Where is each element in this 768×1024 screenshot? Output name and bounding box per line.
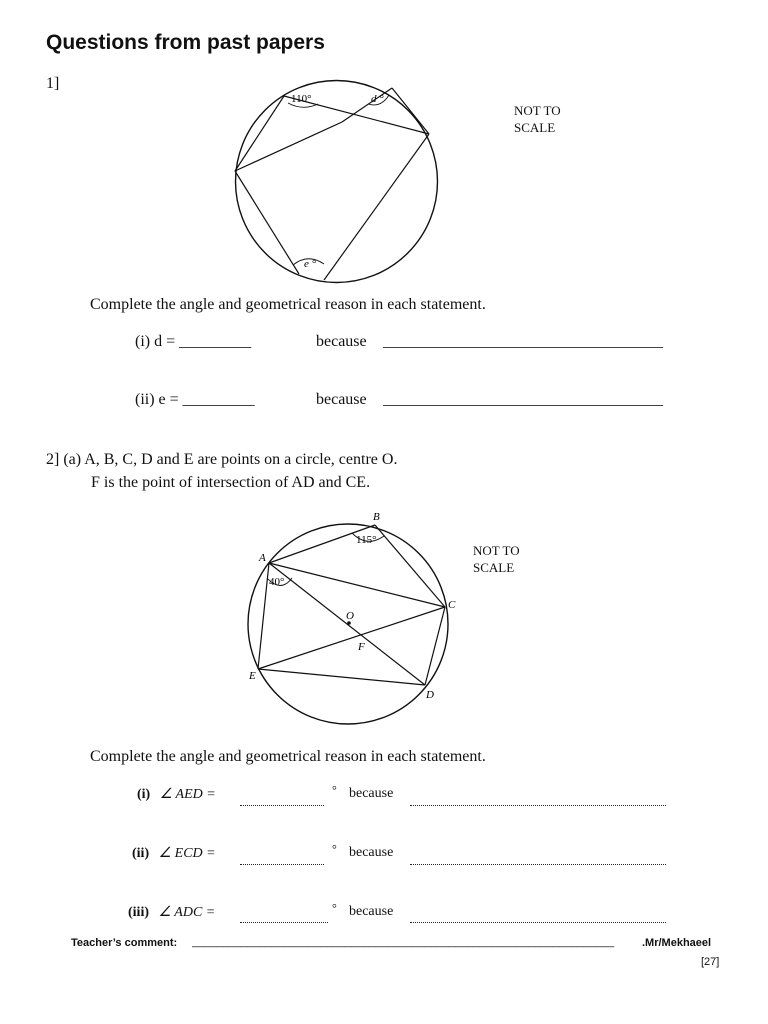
- q2-item-ii: [132, 845, 216, 862]
- q2-point-O: O: [346, 610, 354, 622]
- question-1-number: 1]: [46, 75, 60, 92]
- q2-item-i-angle-field[interactable]: [240, 794, 324, 806]
- q1-answer-e[interactable]: (ii) e = _________: [135, 391, 255, 408]
- q1-because-label-2: because: [316, 391, 367, 408]
- q2-point-A: A: [259, 552, 266, 564]
- q1-answer-d[interactable]: (i) d = _________: [135, 333, 252, 350]
- q1-reason-field-1[interactable]: ___________________________________: [383, 333, 663, 350]
- q2-item-i-because: because: [349, 786, 394, 801]
- q2-note-line2: SCALE: [473, 560, 515, 575]
- q1-angle-d-label: d °: [371, 93, 384, 105]
- q2-item-ii-number: (ii): [132, 846, 150, 861]
- q2-item-i-reason-field[interactable]: [410, 794, 666, 806]
- q2-item-iii-expression: ∠ ADC =: [158, 905, 216, 920]
- q2-point-E: E: [249, 670, 256, 682]
- q2-item-ii-angle-field[interactable]: [240, 853, 324, 865]
- q2-item-i-expression: ∠ AED =: [159, 787, 216, 802]
- teacher-comment-field[interactable]: _____________________________________________________________________: [192, 936, 615, 948]
- q2-item-iii: [128, 904, 215, 921]
- q2-point-D: D: [426, 689, 434, 701]
- q1-instruction: Complete the angle and geometrical reason in each statement.: [90, 296, 486, 313]
- q2-item-ii-because: because: [349, 845, 394, 860]
- q1-note-line2: SCALE: [514, 120, 556, 135]
- q2-note-line1: NOT TO: [473, 543, 520, 558]
- q2-item-ii-expression: ∠ ECD =: [158, 846, 216, 861]
- q2-intro-line1: 2] (a) A, B, C, D and E are points on a circle, centre O.: [46, 451, 398, 468]
- q1-note-line1: NOT TO: [514, 103, 561, 118]
- q2-item-i-number: (i): [137, 787, 151, 802]
- q2-item-i-degree: °: [332, 783, 337, 797]
- teacher-comment-label: Teacher’s comment:: [71, 937, 178, 949]
- q1-angle-110-label: 110°: [291, 93, 312, 105]
- q2-item-ii-degree: °: [332, 842, 337, 856]
- q2-angle-40-label: 40°: [269, 576, 285, 588]
- q2-item-iii-angle-field[interactable]: [240, 911, 328, 923]
- q2-circle-diagram: [240, 505, 465, 730]
- q2-item-iii-degree: °: [332, 901, 337, 915]
- q2-intro-line2: F is the point of intersection of AD and CE.: [91, 474, 371, 491]
- q2-item-iii-number: (iii): [128, 905, 149, 920]
- q2-instruction: Complete the angle and geometrical reason in each statement.: [90, 748, 486, 765]
- q1-not-to-scale: [514, 102, 561, 136]
- teacher-signature: .Mr/Mekhaeel: [642, 937, 712, 949]
- q1-angle-e-label: e °: [304, 258, 317, 270]
- q2-item-iii-because: because: [349, 904, 394, 919]
- q2-angle-115-label: 115°: [356, 534, 377, 546]
- page-title: Questions from past papers: [46, 31, 325, 54]
- q2-point-F: F: [358, 641, 365, 653]
- q2-item-ii-reason-field[interactable]: [410, 853, 666, 865]
- q2-point-B: B: [373, 511, 380, 523]
- q2-item-iii-reason-field[interactable]: [410, 911, 666, 923]
- q2-not-to-scale: [473, 542, 520, 576]
- q2-item-i: [137, 786, 216, 803]
- q1-reason-field-2[interactable]: ___________________________________: [383, 391, 663, 408]
- q1-circle-diagram: [228, 82, 448, 287]
- page-number: [27]: [701, 956, 720, 968]
- q1-because-label-1: because: [316, 333, 367, 350]
- q2-point-C: C: [448, 599, 456, 611]
